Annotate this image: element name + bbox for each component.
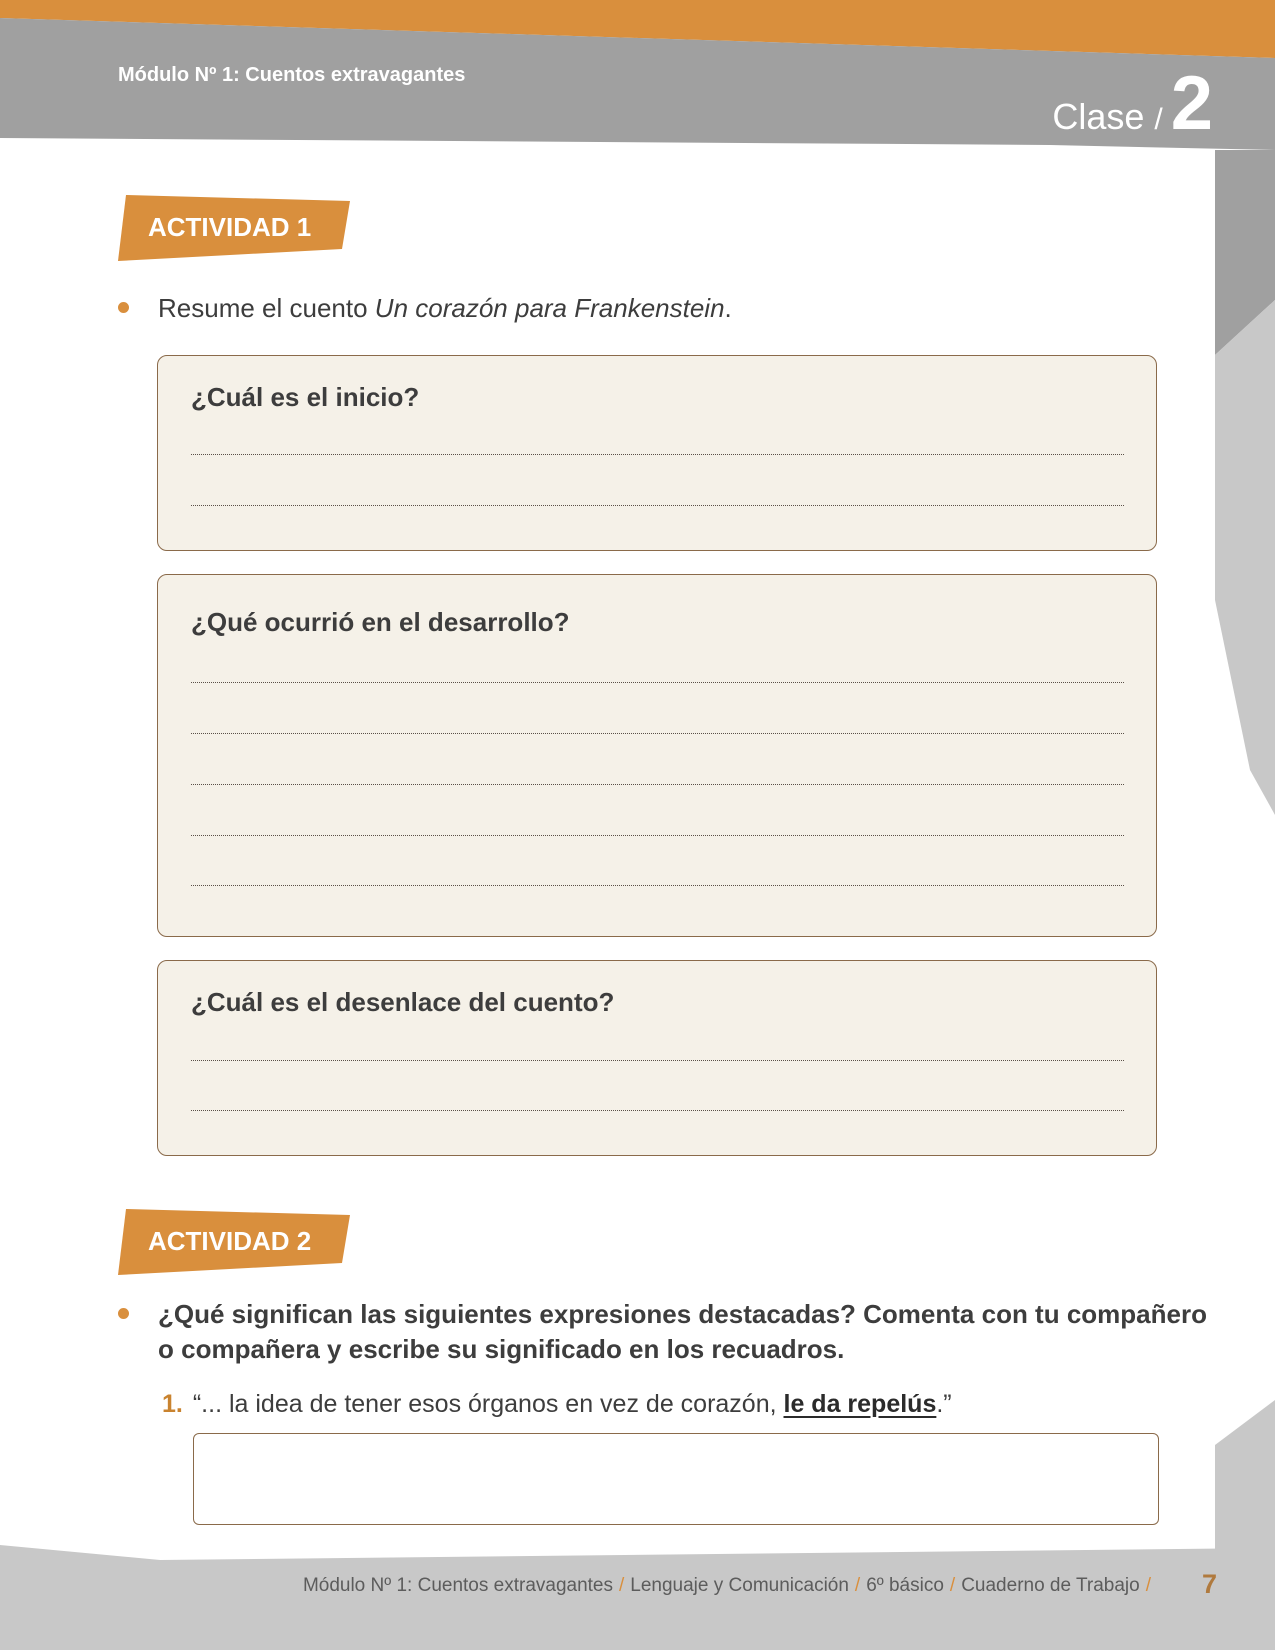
writing-line[interactable] [191,682,1124,683]
question-inicio: ¿Cuál es el inicio? [191,382,420,412]
footer-book: Cuaderno de Trabajo [961,1575,1140,1596]
activity-1-instruction [118,293,1018,327]
footer-grade: 6º básico [866,1575,944,1596]
activity-2-label: ACTIVIDAD 2 [148,1226,312,1256]
activity-1-badge [118,195,350,261]
writing-line[interactable] [191,733,1124,734]
instruction-suffix: . [724,293,732,323]
writing-line[interactable] [191,505,1124,506]
question-desenlace: ¿Cuál es el desenlace del cuento? [191,987,615,1017]
writing-line[interactable] [191,1060,1124,1061]
class-number: 2 [1170,61,1213,146]
answer-box-desenlace [157,960,1157,1156]
footer-breadcrumb [303,1575,1157,1597]
answer-box-desarrollo [157,574,1157,937]
class-word: Clase [1052,96,1145,137]
question-desarrollo: ¿Qué ocurrió en el desarrollo? [191,607,570,637]
activity-1-label: ACTIVIDAD 1 [148,212,312,242]
page-number: 7 [1201,1569,1217,1599]
right-gray-panel-light [1215,300,1275,815]
footer-separator: / [1145,1575,1151,1596]
writing-line[interactable] [191,885,1124,886]
writing-line[interactable] [191,784,1124,785]
instruction-prefix: Resume el cuento [158,293,375,323]
activity-2-badge [118,1209,350,1275]
footer-gray-band [0,1545,1275,1650]
right-gray-panel-bottom [1215,1400,1275,1560]
bullet-dot [118,1308,129,1319]
item-quote-suffix: .” [936,1390,952,1418]
instruction-line-1: ¿Qué significan las siguientes expresiones destacadas? Comenta con tu compañero [158,1299,1207,1329]
item-quote-prefix: “... la idea de tener esos órganos en vez de corazón, [192,1390,784,1418]
bullet-dot [118,302,129,313]
footer-separator: / [949,1575,956,1596]
instruction-line-2: o compañera y escribe su significado en los recuadros. [158,1334,845,1364]
instruction-text [158,293,732,324]
footer-module: Módulo Nº 1: Cuentos extravagantes [302,1575,613,1596]
expression-answer-box[interactable] [193,1433,1159,1525]
answer-box-inicio [157,355,1157,551]
story-title: Un corazón para Frankenstein [374,293,725,323]
footer-separator: / [619,1575,625,1596]
footer-separator: / [854,1575,861,1596]
class-slash: / [1154,103,1163,136]
footer-subject: Lenguaje y Comunicación [630,1575,849,1596]
expression-item-1 [162,1390,952,1419]
class-label [1052,61,1213,146]
writing-line[interactable] [191,1110,1124,1111]
writing-line[interactable] [191,835,1124,836]
module-title: Módulo Nº 1: Cuentos extravagantes [118,64,466,86]
activity-2-instruction [118,1297,1207,1369]
item-number: 1. [162,1390,183,1418]
highlighted-expression: le da repelús [783,1390,937,1418]
writing-line[interactable] [191,454,1124,455]
